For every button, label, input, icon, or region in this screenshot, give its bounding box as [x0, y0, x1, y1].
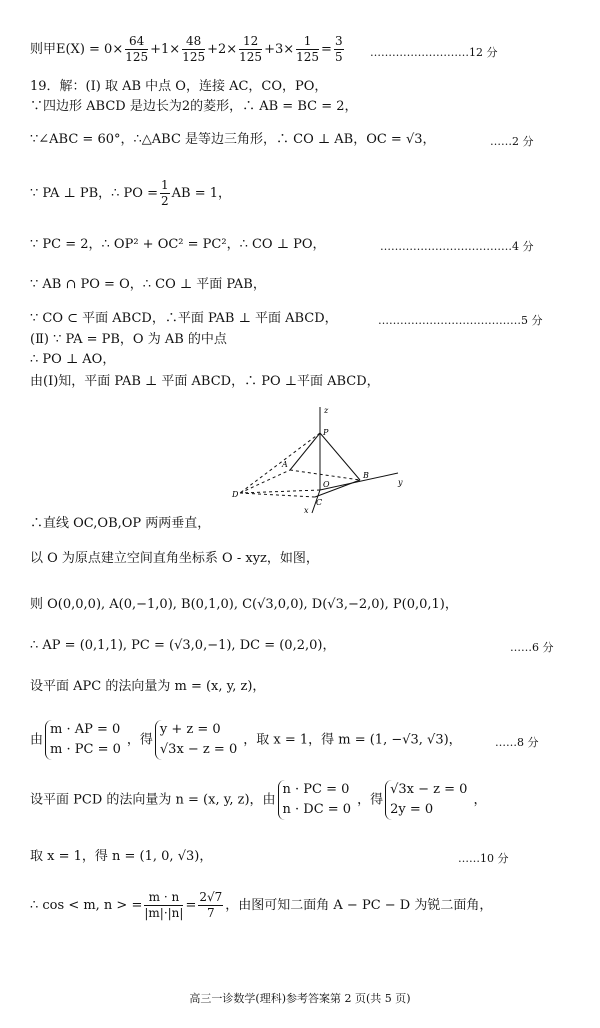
score-5: …………………………………5 分	[378, 314, 543, 327]
coord-system-line: 以 O 为原点建立空间直角坐标系 O - xyz，如图，	[30, 551, 319, 566]
part-2-start: (Ⅱ) ∵ PA = PB，O 为 AB 的中点	[30, 332, 227, 347]
edge-cb	[315, 480, 360, 497]
edge-dc	[240, 493, 315, 497]
po-perp-ao-line: ∴ PO ⊥ AO，	[30, 352, 116, 367]
vectors-line: ∴ AP = (0,1,1), PC = (√3,0,−1), DC = (0,2,0)，	[30, 638, 336, 653]
label-d: D	[232, 490, 239, 499]
edge-pb	[320, 433, 360, 480]
score-6: ……6 分	[510, 641, 554, 654]
label-p: P	[323, 428, 329, 437]
score-10: ……10 分	[458, 852, 509, 865]
normal-m-line: 设平面 APC 的法向量为 m = (x, y, z)，	[30, 679, 266, 694]
coordinates-line: 则 O(0,0,0), A(0,−1,0), B(0,1,0), C(√3,0,0), D(√3,−2,0), P(0,0,1)，	[30, 597, 458, 612]
normal-m-system-line: 由 m · AP = 0 m · PC = 0 ，得 y + z = 0 √3x − z = 0 ，取 x = 1，得 m = (1, −√3, √3)，	[30, 720, 462, 760]
po-length-line: ∵ PA ⊥ PB，∴ PO = $\frac{1}{2}$ AB = 1，	[30, 178, 231, 208]
label-y: y	[398, 478, 403, 487]
edge-da	[240, 490, 320, 493]
normal-n-line: 设平面 PCD 的法向量为 n = (x, y, z)，由 n · PC = 0 n · DC = 0 ，得 √3x − z = 0 2y = 0 ，	[30, 780, 486, 820]
label-x: x	[304, 506, 309, 515]
po-perp-plane-line: 由(Ⅰ)知，平面 PAB ⊥ 平面 ABCD，∴ PO ⊥平面 ABCD，	[30, 374, 380, 389]
score-4: ………………………………4 分	[380, 240, 534, 253]
score-2: ……2 分	[490, 135, 534, 148]
label-c: C	[316, 498, 323, 507]
expectation-line: 则甲E(X) = 0× $\frac{64}{125}$ +1× $\frac{48}{125}$ +2× $\frac{12}{125}$ +3× $\frac{1}{125}$ = $\frac{3}{5}$	[30, 34, 343, 64]
score-12: ………………………12 分	[370, 46, 498, 59]
mutually-perp-line: ∴直线 OC,OB,OP 两两垂直，	[30, 516, 211, 531]
plane-perp-line: ∵ CO ⊂ 平面 ABCD，∴平面 PAB ⊥ 平面 ABCD，	[30, 311, 338, 326]
equilateral-line: ∵∠ABC = 60°，∴△ABC 是等边三角形，∴ CO ⊥ AB，OC = √3，	[30, 132, 436, 147]
edge-pd	[240, 433, 320, 493]
label-z: z	[324, 406, 329, 415]
label-a: A	[282, 460, 288, 469]
pythagoras-line: ∵ PC = 2，∴ OP² + OC² = PC²，∴ CO ⊥ PO，	[30, 237, 326, 252]
label-o: O	[323, 480, 330, 489]
edge-ab	[290, 470, 360, 480]
rhombus-line: ∵四边形 ABCD 是边长为2的菱形，∴ AB = BC = 2，	[30, 99, 358, 114]
edge-ad	[240, 470, 290, 493]
coordinate-figure	[220, 405, 410, 515]
label-b: B	[363, 471, 369, 480]
solution-19-start: 19．解：(Ⅰ) 取 AB 中点 O，连接 AC，CO，PO，	[30, 79, 328, 94]
score-8: ……8 分	[495, 736, 539, 749]
page-footer: 高三一诊数学(理科)参考答案第 2 页(共 5 页)	[189, 992, 411, 1005]
cosine-line: ∴ cos < m, n > = $\frac{m \cdot n}{|m|\cdot|n|}$ = $\frac{2√7}{7}$ ，由图可知二面角 A − PC − D 为锐二面角，	[30, 890, 493, 920]
normal-n-result-line: 取 x = 1，得 n = (1, 0, √3)，	[30, 849, 213, 864]
co-perp-line: ∵ AB ∩ PO = O，∴ CO ⊥ 平面 PAB，	[30, 277, 266, 292]
